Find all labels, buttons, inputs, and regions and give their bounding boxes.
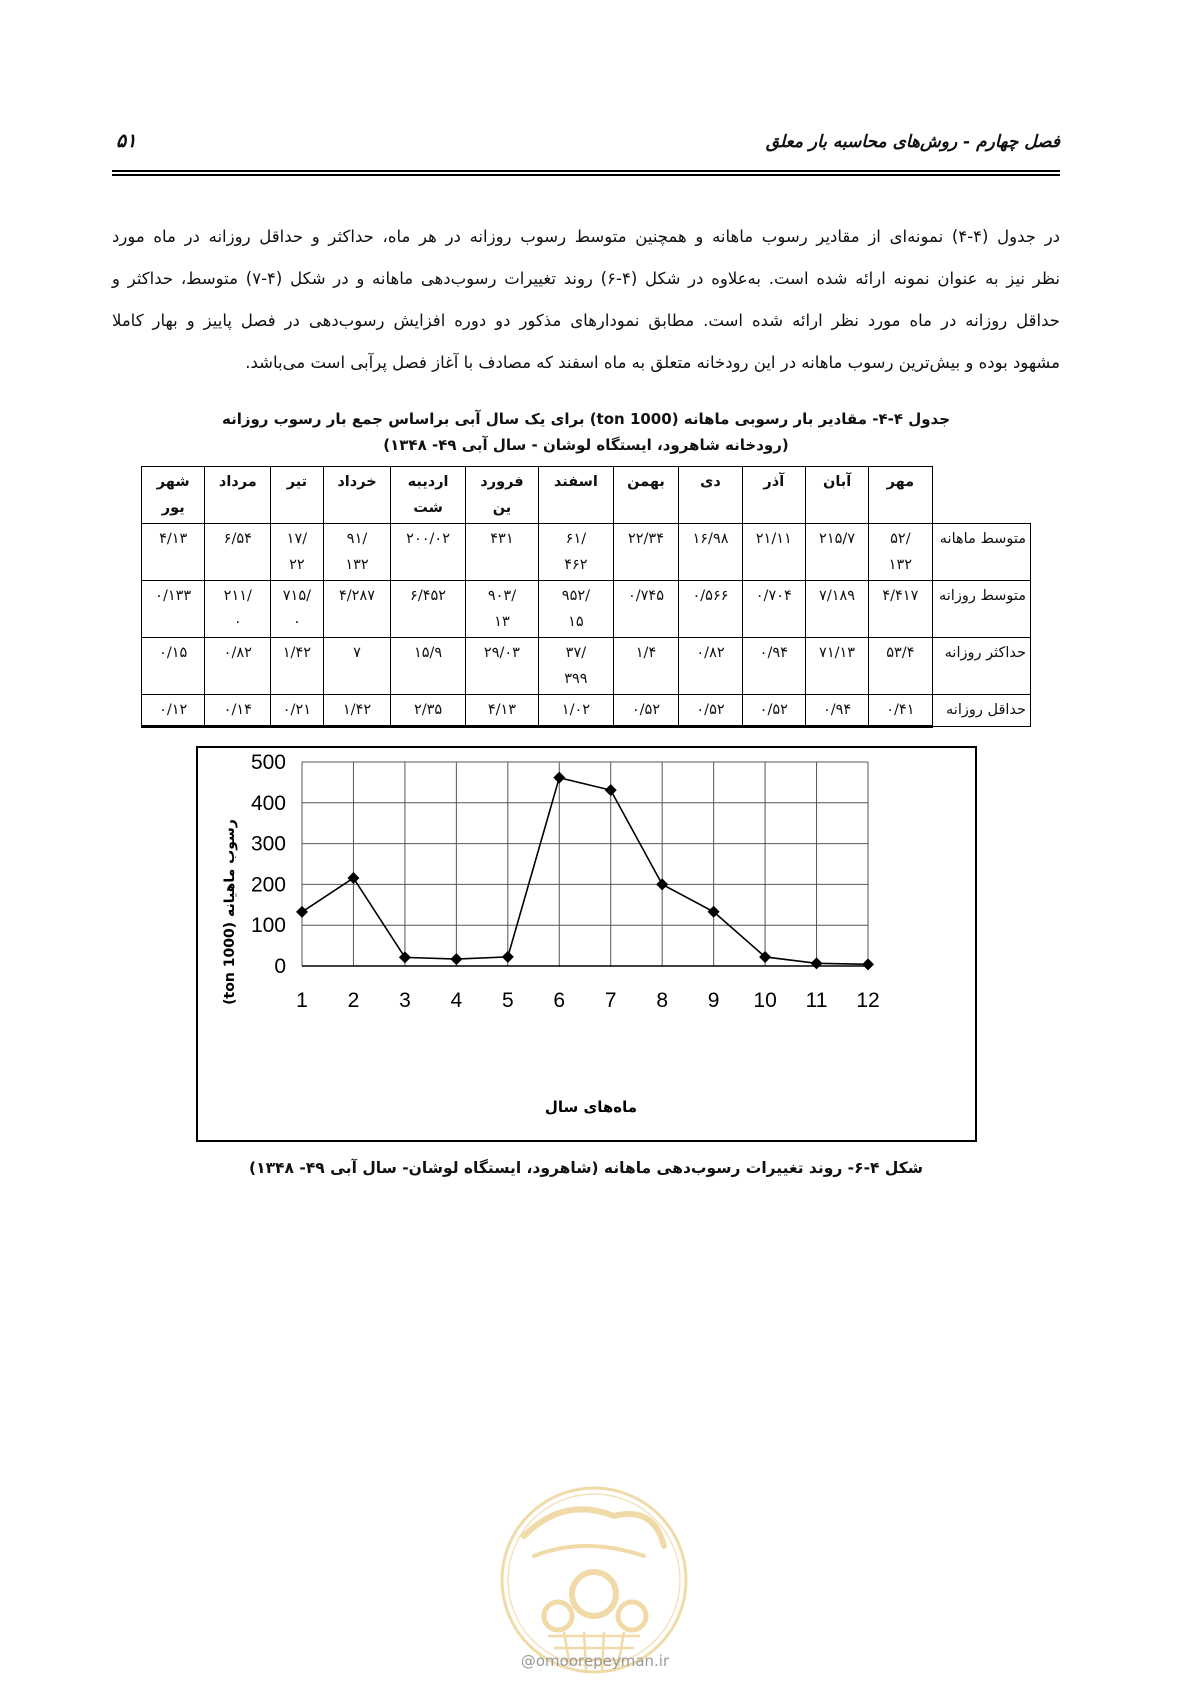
table-cell: ۰/۱۴ (205, 695, 271, 727)
table-cell: ۱/۴۲ (323, 695, 391, 727)
gear-icon (544, 1602, 572, 1630)
table-cell: ۲۱۵/۷ (805, 524, 868, 581)
table-cell (539, 638, 613, 695)
x-tick-label: 10 (753, 989, 777, 1012)
y-tick-label: 400 (250, 791, 286, 815)
month-header (391, 467, 465, 524)
table-row (142, 638, 1031, 695)
table-cell: ۶/۵۴ (205, 524, 271, 581)
x-tick-label: 12 (856, 989, 880, 1012)
x-tick-label: 8 (656, 989, 669, 1012)
page-number: ۵۱ (116, 130, 137, 152)
data-point-marker (450, 953, 462, 965)
cell-line: ۲۲ (289, 557, 305, 573)
month-header (142, 467, 205, 524)
seal-ring (502, 1488, 686, 1672)
cell-line: /۳۷ (565, 645, 587, 661)
table-cell: ۲۲/۳۴ (613, 524, 679, 581)
y-tick-label: 100 (250, 914, 286, 938)
x-tick-label: 7 (604, 989, 617, 1012)
table-cell: ۱/۴۲ (271, 638, 323, 695)
table-cell: ۷/۱۸۹ (805, 581, 868, 638)
data-point-marker (347, 872, 359, 884)
row-label: حداقل روزانه (932, 695, 1031, 727)
table-cell (465, 581, 539, 638)
x-tick-labels (296, 989, 880, 1012)
table-cell: ۰/۴۱ (869, 695, 932, 727)
y-tick-label: 200 (250, 873, 286, 897)
table-cell: ۴۳۱ (465, 524, 539, 581)
month-header: آبان (805, 467, 868, 524)
table-cell: ۴/۲۸۷ (323, 581, 391, 638)
table-cell (539, 524, 613, 581)
table-cell (271, 581, 323, 638)
series-line (302, 778, 868, 965)
series-polyline (302, 778, 868, 965)
table-cell: ۰/۱۳۳ (142, 581, 205, 638)
table-cell (271, 524, 323, 581)
table-cell: ۰/۸۲ (679, 638, 742, 695)
month-header: بهمن (613, 467, 679, 524)
table-cell: ۰/۵۲ (679, 695, 742, 727)
cell-line: /۹۵۲ (561, 588, 591, 604)
table-cell: ۲/۳۵ (391, 695, 465, 727)
month-header (465, 467, 539, 524)
cell-line: ۰ (233, 614, 242, 630)
table-corner (932, 467, 1031, 524)
table-cell: ۰/۵۲ (742, 695, 805, 727)
month-header: آذر (742, 467, 805, 524)
table-cell: ۲۰۰/۰۲ (391, 524, 465, 581)
table-cell: ۰/۷۴۵ (613, 581, 679, 638)
table-cell: ۰/۵۶۶ (679, 581, 742, 638)
table-cell: ۱۵/۹ (391, 638, 465, 695)
gear-icon (618, 1602, 646, 1630)
sediment-table (141, 466, 1031, 728)
table-cell: ۰/۲۱ (271, 695, 323, 727)
cell-line: ۱۳ (494, 614, 510, 630)
table-cell (539, 581, 613, 638)
watermark-site: @omoorepeyman.ir (520, 1652, 670, 1670)
data-point-marker (862, 958, 874, 970)
chapter-title: فصل چهارم - روش‌های محاسبه بار معلق (765, 132, 1060, 152)
y-tick-label: 0 (274, 955, 286, 978)
cell-line: /۲۱۱ (223, 588, 252, 604)
cell-line: /۶۱ (565, 531, 587, 547)
cell-line: ین (492, 500, 512, 516)
month-header: خرداد (323, 467, 391, 524)
y-axis-label: رسوب ماهیانه (1000 ton) (222, 819, 238, 1005)
table-cell (869, 524, 932, 581)
y-tick-labels (251, 751, 286, 978)
table-cell: ۰/۷۰۴ (742, 581, 805, 638)
x-tick-label: 11 (805, 989, 828, 1012)
cell-line: /۱۷ (286, 531, 308, 547)
month-header: تیر (271, 467, 323, 524)
cell-line: شهر (156, 474, 190, 490)
table-cell: ۴/۱۳ (465, 695, 539, 727)
row-label: متوسط ماهانه (932, 524, 1031, 581)
y-tick-label: 500 (250, 751, 286, 774)
monthly-sediment-chart (196, 746, 977, 1142)
data-point-marker (605, 784, 617, 796)
cell-line: /۹۰۳ (487, 588, 517, 604)
paragraph-line: مشهود بوده و بیش‌ترین رسوب ماهانه در این رودخانه متعلق به ماه اسفند که مصادف با آغاز فصل پرآبی است می‌باشد. (245, 353, 1060, 372)
table-cell: ۰/۸۲ (205, 638, 271, 695)
x-tick-label: 6 (553, 989, 566, 1012)
month-header: اسفند (539, 467, 613, 524)
x-tick-label: 3 (399, 989, 411, 1012)
table-cell: ۲۱/۱۱ (742, 524, 805, 581)
cell-line: اردیبه (407, 474, 449, 490)
x-tick-label: 9 (707, 989, 720, 1012)
page-header (112, 118, 1060, 176)
month-header: مرداد (205, 467, 271, 524)
cell-line: ۰ (293, 614, 301, 630)
cell-line: /۷۱۵ (282, 588, 312, 604)
data-point-marker (656, 878, 668, 890)
cell-line: یور (161, 500, 185, 516)
seal-script (524, 1509, 664, 1546)
table-cell (205, 581, 271, 638)
data-point-marker (399, 951, 411, 963)
table-caption: جدول ۴-۴- مقادیر بار رسوبی ماهانه (1000 ton) برای یک سال آبی براساس جمع بار رسوب روزانه (221, 410, 951, 428)
paragraph-line: نظر نیز به عنوان نمونه ارائه شده است. به‌علاوه در شکل (۴-۶) روند تغییرات رسوب‌دهی ماهانه و در شکل (۴-۷) متوسط، حداکثر و (112, 269, 1061, 288)
cell-line: /۵۲ (890, 531, 911, 547)
paragraph-line: در جدول (۴-۴) نمونه‌ای از مقادیر رسوب ماهانه و همچنین متوسط رسوب روزانه در هر ماه، حداکثر و حداقل روزانه در ماه مورد (112, 227, 1061, 246)
cell-line: /۹۱ (346, 531, 368, 547)
table-cell: ۱۶/۹۸ (679, 524, 742, 581)
table-cell: ۰/۹۴ (805, 695, 868, 727)
month-header: دی (679, 467, 742, 524)
seal-script (534, 1546, 644, 1556)
x-tick-label: 1 (296, 989, 308, 1012)
month-header: مهر (869, 467, 932, 524)
x-tick-label: 4 (450, 989, 463, 1012)
chart-grid (302, 762, 868, 966)
body-paragraph (112, 216, 1060, 384)
x-axis-label: ماه‌های سال (544, 1098, 638, 1116)
table-cell: ۱/۰۲ (539, 695, 613, 727)
x-tick-label: 2 (347, 989, 360, 1012)
cell-line: شت (413, 500, 443, 516)
data-point-marker (502, 951, 514, 963)
cell-line: ۴۶۲ (564, 557, 588, 573)
table-cell: ۴/۴۱۷ (869, 581, 932, 638)
table-cell: ۶/۴۵۲ (391, 581, 465, 638)
table-row (142, 695, 1031, 727)
table-cell: ۰/۵۲ (613, 695, 679, 727)
cell-line: ۳۹۹ (564, 671, 588, 687)
paragraph-line: حداقل روزانه در ماه مورد نظر ارائه شده است. مطابق نمودارهای مذکور دو دوره افزایش رسوب‌دهی در فصل پاییز و بهار کاملا (112, 311, 1060, 330)
table-cell: ۷۱/۱۳ (805, 638, 868, 695)
chart-svg (198, 748, 975, 1140)
row-label: متوسط روزانه (932, 581, 1031, 638)
table-cell: ۴/۱۳ (142, 524, 205, 581)
table-cell: ۰/۹۴ (742, 638, 805, 695)
table-row (142, 524, 1031, 581)
table-cell: ۱/۴ (613, 638, 679, 695)
table-row (142, 581, 1031, 638)
table-subcaption: (رودخانه شاهرود، ایستگاه لوشان - سال آبی ۴۹- ۱۳۴۸) (383, 436, 789, 454)
cell-line: ۱۵ (568, 614, 584, 630)
series-markers (296, 772, 874, 971)
table-cell: ۵۳/۴ (869, 638, 932, 695)
figure-caption: شکل ۴-۶- روند تغییرات رسوب‌دهی ماهانه (شاهرود، ایستگاه لوشان- سال آبی ۴۹- ۱۳۴۸) (249, 1159, 923, 1177)
table-cell (323, 524, 391, 581)
data-point-marker (553, 772, 565, 784)
cell-line: ۱۳۲ (888, 557, 913, 573)
cell-line: ۱۳۲ (345, 557, 369, 573)
table-cell: ۰/۱۲ (142, 695, 205, 727)
data-point-marker (811, 957, 823, 969)
seal-inner-ring (508, 1494, 680, 1666)
table-cell: ۷ (323, 638, 391, 695)
gear-icon (572, 1572, 616, 1616)
y-tick-label: 300 (250, 832, 286, 856)
data-point-marker (296, 906, 308, 918)
table-cell: ۲۹/۰۳ (465, 638, 539, 695)
row-label: حداکثر روزانه (932, 638, 1031, 695)
cell-line: فرورد (480, 474, 524, 490)
x-tick-label: 5 (501, 989, 514, 1012)
table-cell: ۰/۱۵ (142, 638, 205, 695)
table-header-row (142, 467, 1031, 524)
